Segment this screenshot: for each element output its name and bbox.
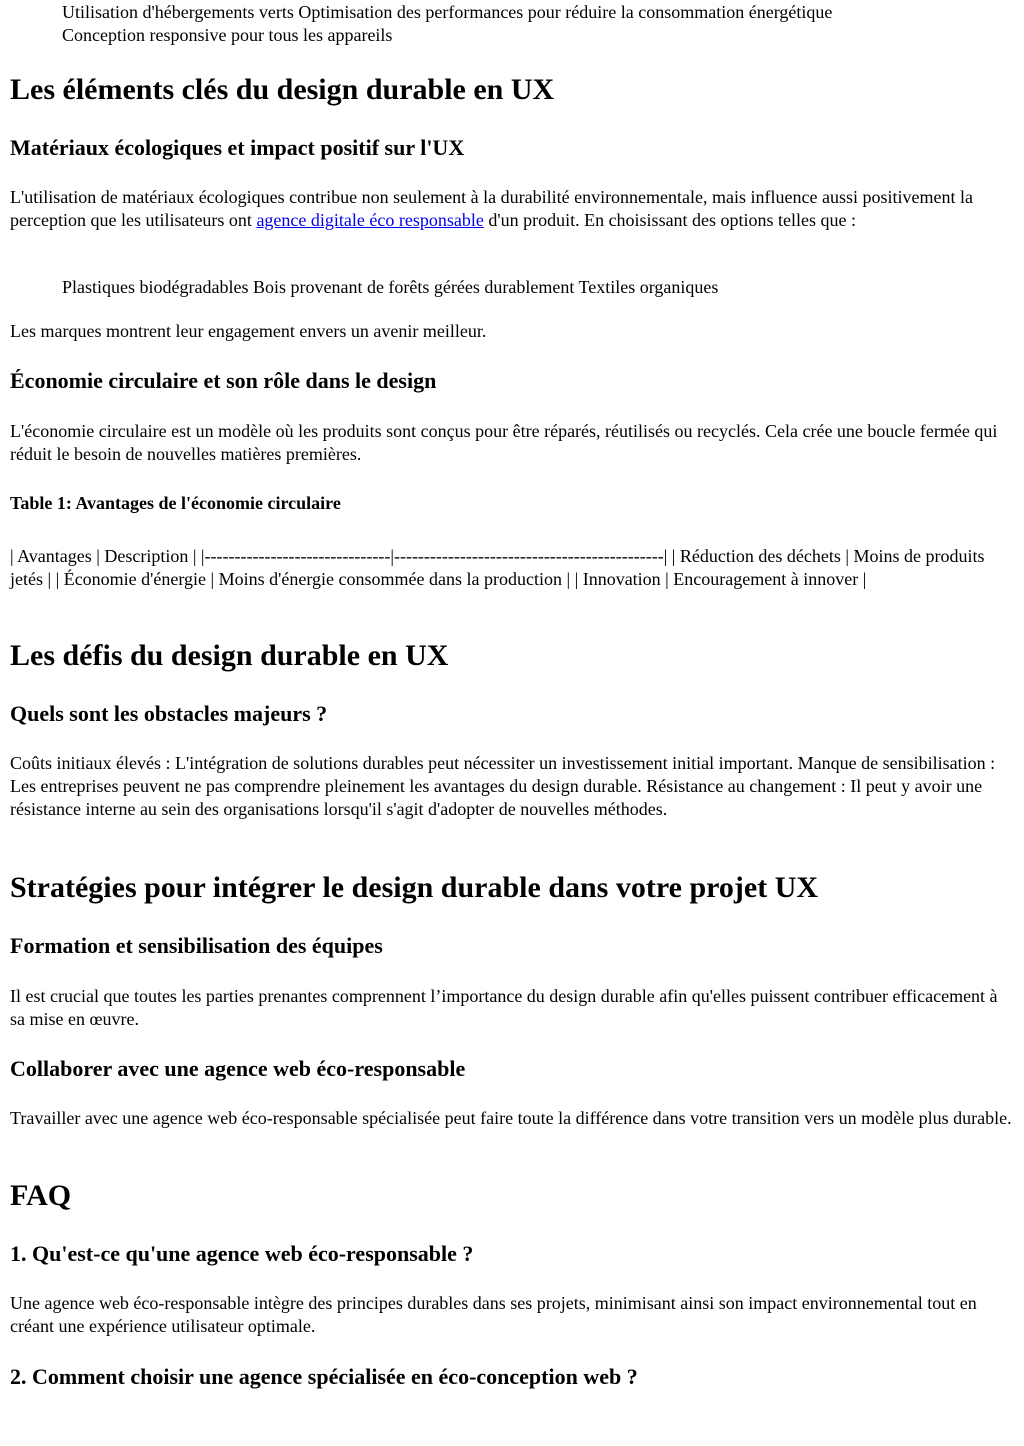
faq-question-1: 1. Qu'est-ce qu'une agence web éco-responsable ? bbox=[10, 1241, 474, 1266]
table-title-circular-benefits: Table 1: Avantages de l'économie circulaire bbox=[10, 493, 341, 513]
eco-materials-list: Plastiques biodégradables Bois provenant de forêts gérées durablement Textiles organiques bbox=[62, 277, 719, 297]
paragraph-eco-materials-text-2: d'un produit. En choisissant des options telles que : bbox=[483, 210, 857, 230]
faq-question-2: 2. Comment choisir une agence spécialisée en éco-conception web ? bbox=[10, 1364, 638, 1389]
table-circular-benefits-raw: | Avantages | Description | |-------------------------------|---------------------------------------------| | Réduction des déchets | Moins de produits jetés | | Économie d'énergie | Moins d'énergie consommée dans la production | | Innovation | Encouragement à innover | bbox=[10, 546, 985, 589]
heading-collaborate-agency: Collaborer avec une agence web éco-responsable bbox=[10, 1056, 466, 1081]
paragraph-circular-economy: L'économie circulaire est un modèle où les produits sont conçus pour être réparés, réutilisés ou recyclés. Cela crée une boucle fermée qui réduit le besoin de nouvelles matières premières. bbox=[10, 421, 998, 464]
paragraph-obstacles: Coûts initiaux élevés : L'intégration de solutions durables peut nécessiter un investissement initial important. Manque de sensibilisation : Les entreprises peuvent ne pas comprendre pleinement les avantages du design durable. Résistance au changement : Il peut y avoir une résistance interne au sein des organisations lorsqu'il s'agit d'adopter de nouvelles méthodes. bbox=[10, 753, 996, 819]
eco-agency-link[interactable]: agence digitale éco responsable bbox=[256, 210, 484, 230]
paragraph-team-training: Il est crucial que toutes les parties prenantes comprennent l’importance du design durable afin qu'elles puissent contribuer efficacement à sa mise en œuvre. bbox=[10, 986, 998, 1029]
paragraph-eco-materials-text-1: L'utilisation de matériaux écologiques contribue non seulement à la durabilité environnementale, mais influence aussi positivement la perception que les utilisateurs ont bbox=[10, 187, 973, 230]
heading-team-training: Formation et sensibilisation des équipes bbox=[10, 933, 383, 958]
heading-obstacles: Quels sont les obstacles majeurs ? bbox=[10, 701, 328, 726]
heading-challenges: Les défis du design durable en UX bbox=[10, 639, 449, 672]
paragraph-brands-commitment: Les marques montrent leur engagement envers un avenir meilleur. bbox=[10, 321, 487, 341]
paragraph-eco-materials bbox=[10, 186, 1014, 232]
heading-strategies: Stratégies pour intégrer le design durable dans votre projet UX bbox=[10, 871, 819, 904]
heading-key-elements: Les éléments clés du design durable en UX bbox=[10, 73, 555, 106]
heading-circular-economy: Économie circulaire et son rôle dans le design bbox=[10, 368, 437, 393]
green-practices-list-line-2: Conception responsive pour tous les appareils bbox=[62, 25, 393, 45]
heading-eco-materials: Matériaux écologiques et impact positif sur l'UX bbox=[10, 135, 465, 160]
faq-answer-1: Une agence web éco-responsable intègre des principes durables dans ses projets, minimisant ainsi son impact environnemental tout en créant une expérience utilisateur optimale. bbox=[10, 1293, 977, 1336]
heading-faq: FAQ bbox=[10, 1179, 72, 1212]
paragraph-collaborate-agency: Travailler avec une agence web éco-responsable spécialisée peut faire toute la différence dans votre transition vers un modèle plus durable. bbox=[10, 1108, 1012, 1128]
green-practices-list-line-1: Utilisation d'hébergements verts Optimisation des performances pour réduire la consommation énergétique bbox=[62, 2, 833, 22]
